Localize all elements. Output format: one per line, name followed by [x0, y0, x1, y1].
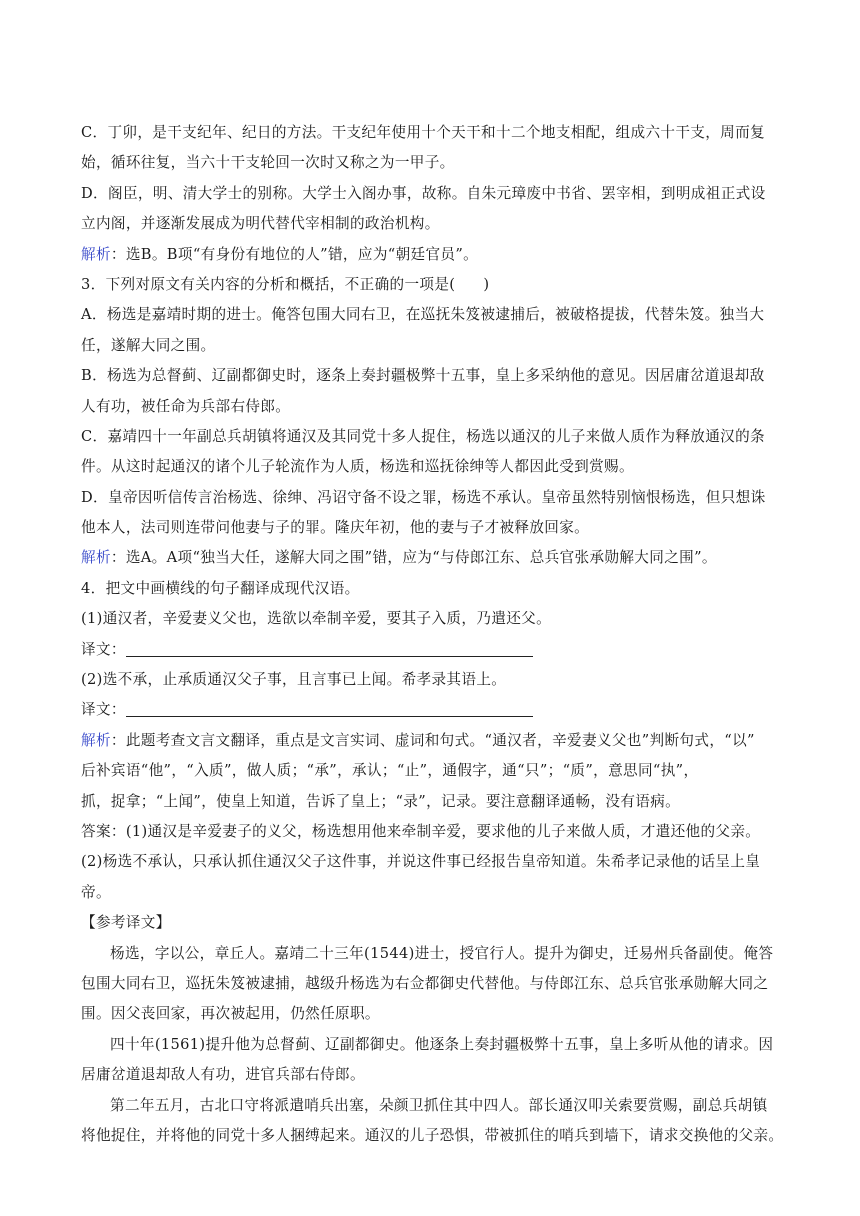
- translation-p2-line-1: 四十年(1561)提升他为总督蓟、辽副都御史。他逐条上奏封疆极弊十五事，皇上多听从他的请求。因: [110, 1035, 774, 1053]
- question-3-paren-close: ): [483, 275, 490, 293]
- q3-option-d-line-2: 他本人，法司则连带问他妻与子的罪。隆庆年初，他的妻与子才被释放回家。: [81, 519, 590, 537]
- translation-p1-line-3: 围。因父丧回家，再次被起用，仍然任原职。: [81, 1005, 380, 1023]
- analysis-text: ：选B。B项“有身份有地位的人”错，应为“朝廷官员”。: [110, 245, 479, 263]
- answer-line-3: 帝。: [81, 883, 111, 901]
- option-d-line-1: D．阁臣，明、清大学士的别称。大学士入阁办事，故称。自朱元璋废中书省、罢宰相，到明成祖正式设: [81, 184, 766, 202]
- question-3-stem: [81, 270, 781, 300]
- analysis-label: 解析: [81, 731, 111, 749]
- analysis-label: 解析: [81, 245, 111, 263]
- q4-translation-2: [81, 695, 781, 725]
- q3-option-b-line-1: B．杨选为总督蓟、辽副都御史时，逐条上奏封疆极弊十五事，皇上多采纳他的意见。因居庸岔道退却敌: [81, 367, 765, 385]
- q4-sentence-2: (2)选不承，止承质通汉父子事，且言事已上闻。希孝录其语上。: [81, 671, 507, 689]
- analysis-q4-line-3: 抓，捉拿；“上闻”，使皇上知道，告诉了皇上；“录”，记录。要注意翻译通畅，没有语病。: [81, 792, 681, 810]
- question-3-stem-text: 3．下列对原文有关内容的分析和概括，不正确的一项是(: [81, 275, 456, 293]
- translation-label: 译文：: [81, 701, 126, 719]
- q3-option-c-line-2: 件。从这时起通汉的诸个儿子轮流作为人质，杨选和巡抚徐绅等人都因此受到赏赐。: [81, 458, 634, 476]
- analysis-text: ：此题考查文言文翻译，重点是文言实词、虚词和句式。“通汉者，辛爱妻义父也”判断句式，“以”: [110, 731, 755, 749]
- q4-translation-1: [81, 635, 781, 665]
- option-c-line-2: 始，循环往复，当六十干支轮回一次时又称之为一甲子。: [81, 154, 455, 172]
- translation-p3-line-1: 第二年五月，古北口守将派遣哨兵出塞，朵颜卫抓住其中四人。部长通汉叩关索要赏赐，副总兵胡镇: [110, 1096, 768, 1114]
- analysis-text: ：选A。A项“独当大任，遂解大同之围”错，应为“与侍郎江东、总兵官张承勋解大同之围”。: [110, 549, 717, 567]
- q4-sentence-1: (1)通汉者，辛爱妻义父也，选欲以牵制辛爱，要其子入质，乃遣还父。: [81, 610, 552, 628]
- answer-line-2: (2)杨选不承认，只承认抓住通汉父子这件事，并说这件事已经报告皇帝知道。朱希孝记录他的话呈上皇: [81, 853, 761, 871]
- analysis-q4-line-1: [81, 726, 781, 756]
- translation-p3-line-2: 将他捉住，并将他的同党十多人捆缚起来。通汉的儿子恐惧，带被抓住的哨兵到墙下，请求交换他的父亲。: [81, 1126, 784, 1144]
- translation-blank-1[interactable]: [126, 640, 533, 657]
- translation-p1-line-2: 包围大同右卫，巡抚朱笈被逮捕，越级升杨选为右佥都御史代替他。与侍郎江东、总兵官张承勋解大同之: [81, 974, 769, 992]
- document-page: [81, 118, 784, 1151]
- translation-p1-line-1: 杨选，字以公，章丘人。嘉靖二十三年(1544)进士，授官行人。提升为御史，迁易州兵备副使。俺答: [110, 944, 774, 962]
- q3-option-c-line-1: C．嘉靖四十一年副总兵胡镇将通汉及其同党十多人捉住，杨选以通汉的儿子来做人质作为释放通汉的条: [81, 427, 765, 445]
- q3-option-a-line-2: 任，遂解大同之围。: [81, 336, 216, 354]
- q3-option-b-line-2: 人有功，被任命为兵部右侍郎。: [81, 397, 291, 415]
- answer-line-1: 答案：(1)通汉是辛爱妻子的义父，杨选想用他来牵制辛爱，要求他的儿子来做人质，才遣还他的父亲。: [81, 822, 761, 840]
- analysis-q3: [81, 543, 781, 573]
- option-c-line-1: C．丁卯，是干支纪年、纪日的方法。干支纪年使用十个天干和十二个地支相配，组成六十干支，周而复: [81, 124, 765, 141]
- reference-translation-heading: 【参考译文】: [81, 914, 171, 932]
- q3-option-d-line-1: D．皇帝因听信传言治杨选、徐绅、冯诏守备不设之罪，杨选不承认。皇帝虽然特别恼恨杨选，但只想诛: [81, 488, 766, 506]
- question-4-stem: 4．把文中画横线的句子翻译成现代汉语。: [81, 579, 360, 597]
- translation-blank-2[interactable]: [126, 700, 533, 717]
- analysis-q4-line-2: 后补宾语“他”，“入质”，做人质；“承”，承认；“止”，通假字，通“只”；“质”，意思同“执”，: [81, 762, 699, 780]
- translation-label: 译文：: [81, 640, 126, 658]
- translation-p2-line-2: 居庸岔道退却敌人有功，进官兵部右侍郎。: [81, 1066, 365, 1084]
- q3-option-a-line-1: A．杨选是嘉靖时期的进士。俺答包围大同右卫，在巡抚朱笈被逮捕后，被破格提拔，代替朱笈。独当大: [81, 306, 765, 324]
- option-d-line-2: 立内阁，并逐渐发展成为明代替代宰相制的政治机构。: [81, 215, 440, 233]
- analysis-label: 解析: [81, 549, 111, 567]
- analysis-q2: [81, 240, 781, 270]
